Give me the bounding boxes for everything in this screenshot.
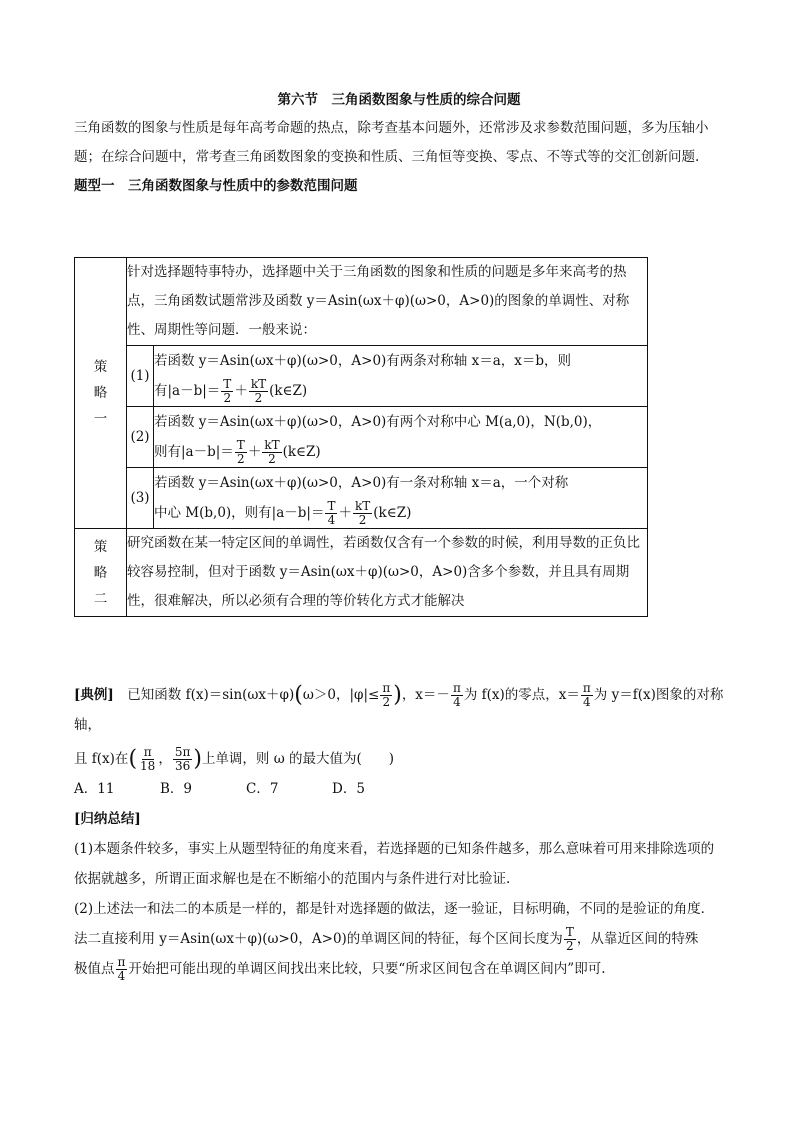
fraction: $\frac{5\pi}{36}$ <box>174 745 191 773</box>
strategy-item: (3) 若函数 y＝Asin(ωx＋φ)(ω>0，A>0)有一条对称轴 x＝a，一个对称 中心 M(b,0)，则有|a－b|＝ $\frac{T}{4}$ ＋ $\frac{kT}{2}$ (k∈Z) <box>127 468 647 529</box>
strategy-item: (2) 若函数 y＝Asin(ωx＋φ)(ω>0，A>0)有两个对称中心 M(a,0)，N(b,0)， 则有|a－b|＝ $\frac{T}{2}$ ＋ $\frac{kT}{2}$ (k∈Z) <box>127 407 647 468</box>
strategy-two-text: 研究函数在某一特定区间的单调性，若函数仅含有一个参数的时候，利用导数的正负比较容易控制，但对于函数 y＝Asin(ωx＋φ)(ω>0，A>0)含多个参数，并且具有周期性，很难解决，所以必须有合理的等价转化方式才能解决 <box>127 529 648 617</box>
option-a: A．11 <box>74 781 115 797</box>
item-number: (2) <box>127 407 154 468</box>
strategy-one-text: 针对选择题特事特办，选择题中关于三角函数的图象和性质的问题是多年来高考的热点，三角函数试题常涉及函数 y＝Asin(ωx＋φ)(ω>0，A>0)的图象的单调性、对称性、周期性等问题．一般来说： <box>127 258 647 346</box>
fraction: $\frac{T}{2}$ <box>223 377 232 405</box>
item-number: (1) <box>127 346 154 407</box>
fraction: $\frac{kT}{2}$ <box>354 499 371 527</box>
fraction: $\frac{kT}{2}$ <box>264 438 280 466</box>
option-b: B．9 <box>160 781 193 797</box>
summary-point-2: (2)上述法一和法二的本质是一样的，都是针对选择题的做法，逐一验证，目标明确，不同的是验证的角度．法二直接利用 y＝Asin(ωx＋φ)(ω>0，A>0)的单调区间的特征，每个区间长度为 $\frac{T}{2}$ ，从靠近区间的特殊 极值点 $\frac{\pi}{4}$ 开始把可能出现的单调区间找出来比较，只要“所求区间包含在单调区间内”即可. <box>74 901 715 983</box>
summary-heading: [归纳总结] <box>74 811 141 827</box>
fraction: $\frac{T}{2}$ <box>565 925 574 953</box>
option-c: C．7 <box>246 781 279 797</box>
strategy-one-content <box>127 258 647 528</box>
answer-options <box>74 774 724 804</box>
fraction: $\frac{\pi}{4}$ <box>452 681 461 709</box>
item-number: (3) <box>127 468 154 529</box>
example-tag: [典例] <box>74 687 114 703</box>
fraction: $\frac{T}{4}$ <box>327 499 336 527</box>
option-d: D．5 <box>332 781 365 797</box>
strategy-one-label: 策 略 一 <box>75 258 127 529</box>
strategy-two-label: 策 略 二 <box>75 529 127 617</box>
example-problem: [典例] 已知函数 f(x)＝sin(ωx＋φ)(ω＞0，|φ|≤ $\frac{\pi}{2}$ )，x＝－ $\frac{\pi}{4}$ 为 f(x)的零点，x＝ $\frac{\pi}{4}$ 为 y＝f(x)图象的对称轴， <box>74 681 724 733</box>
fraction: $\frac{\pi}{2}$ <box>382 681 391 709</box>
strategy-item: (1) 若函数 y＝Asin(ωx＋φ)(ω>0，A>0)有两条对称轴 x＝a，x＝b，则 有|a－b|＝ $\frac{T}{2}$ ＋ $\frac{kT}{2}$ (k∈Z) <box>127 346 647 407</box>
example-section <box>74 680 724 984</box>
fraction: $\frac{kT}{2}$ <box>250 377 267 405</box>
fraction: $\frac{\pi}{18}$ <box>140 745 156 773</box>
fraction: $\frac{T}{2}$ <box>236 438 245 466</box>
fraction: $\frac{\pi}{4}$ <box>582 681 591 709</box>
section-heading: 题型一 三角函数图象与性质中的参数范围问题 <box>74 178 358 194</box>
strategy-table <box>74 257 648 617</box>
intro-paragraph: 三角函数的图象与性质是每年高考命题的热点，除考查基本问题外，还常涉及求参数范围问题，多为压轴小题；在综合问题中，常考查三角函数图象的变换和性质、三角恒等变换、零点、不等式等的交汇创新问题. <box>74 120 709 165</box>
example-problem-line2: 且 f(x)在( $\frac{\pi}{18}$ ， $\frac{5\pi}{36}$ )上单调，则 ω 的最大值为( ) <box>74 745 395 773</box>
fraction: $\frac{\pi}{4}$ <box>117 955 126 983</box>
summary-point-1: (1)本题条件较多，事实上从题型特征的角度来看，若选择题的已知条件越多，那么意味着可用来排除选项的依据就越多，所谓正面求解也是在不断缩小的范围内与条件进行对比验证. <box>74 841 715 887</box>
page-title: 第六节 三角函数图象与性质的综合问题 <box>277 92 521 108</box>
document-body <box>74 88 724 201</box>
